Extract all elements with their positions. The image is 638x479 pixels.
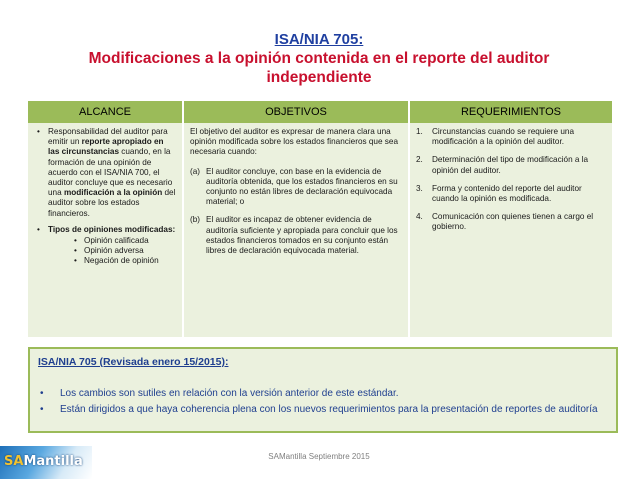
footer-text: SAMantilla Septiembre 2015: [268, 452, 370, 461]
list-item: • Los cambios son sutiles en relación con la versión anterior de este estándar.: [40, 388, 399, 399]
alcance-bullet-types: • Tipos de opiniones modificadas: • Opinión calificada • Opinión adversa • Negación de opinión: [48, 225, 176, 267]
title-subject-cont: independiente: [266, 69, 372, 86]
objetivo-a: (a) El auditor concluye, con base en la evidencia de auditoría obtenida, que los estados financieros en su conjunto no están libres de declaración equivocada material; o: [190, 166, 398, 207]
table-body-row: [28, 123, 612, 337]
requerimiento-1: 1. Circunstancias cuando se requiere una modificación a la opinión del auditor.: [416, 127, 575, 147]
header-objetivos: OBJETIVOS: [183, 101, 409, 123]
table-header-row: [28, 101, 612, 123]
cell-alcance: [28, 123, 183, 337]
bullet-icon: •: [40, 404, 44, 415]
title-standard: ISA/NIA 705:: [274, 31, 364, 48]
scope-objectives-requirements-table: [28, 101, 612, 337]
highlight-modificacion: modificación a la opinión: [63, 188, 163, 198]
requerimiento-2: 2. Determinación del tipo de modificación a la opinión del auditor.: [416, 155, 589, 175]
samantilla-logo: [0, 446, 92, 479]
objetivo-b: (b) El auditor es incapaz de obtener evidencia de auditoría suficiente y apropiada para concluir que los estados financieros tomados en su conjunto están libres de declaración equivocada material.: [190, 215, 398, 256]
slide-title: [0, 30, 638, 87]
header-requerimientos: REQUERIMIENTOS: [409, 101, 612, 123]
opinion-types-list: [48, 236, 176, 267]
revision-note-box: [28, 347, 618, 433]
title-subject: Modificaciones a la opinión contenida en el reporte del auditor: [88, 50, 550, 67]
objetivos-intro: El objetivo del auditor es expresar de manera clara una opinión modificada sobre los estados financieros que sea necesaria cuando:: [190, 127, 399, 157]
header-alcance: ALCANCE: [28, 101, 183, 123]
list-item: • Negación de opinión: [84, 256, 176, 266]
requerimiento-3: 3. Forma y contenido del reporte del auditor cuando la opinión es modificada.: [416, 183, 582, 204]
bullet-icon: •: [40, 388, 44, 399]
list-item: • Están dirigidos a que haya coherencia plena con los nuevos requerimientos para la presentación de reportes de auditoría: [40, 404, 598, 415]
cell-objetivos: [183, 123, 409, 337]
revision-note-title: ISA/NIA 705 (Revisada enero 15/2015):: [38, 356, 229, 368]
list-item: • Opinión calificada: [84, 236, 176, 246]
alcance-bullet-responsibility: • Responsabilidad del auditor para emitir un reporte apropiado en las circunstancias cuando, en la formación de una opinión de acuerdo con el ISA/NIA 700, el auditor concluye que es necesario una modificación a la opinión del auditor sobre los estados financieros.: [48, 127, 176, 219]
logo-text: SAMantilla: [4, 454, 83, 469]
highlight-reporte-apropiado: reporte apropiado en las circunstancias: [48, 137, 164, 157]
cell-requerimientos: [409, 123, 612, 337]
requerimiento-4: 4. Comunicación con quienes tienen a cargo el gobierno.: [416, 212, 594, 232]
list-item: • Opinión adversa: [84, 246, 176, 256]
